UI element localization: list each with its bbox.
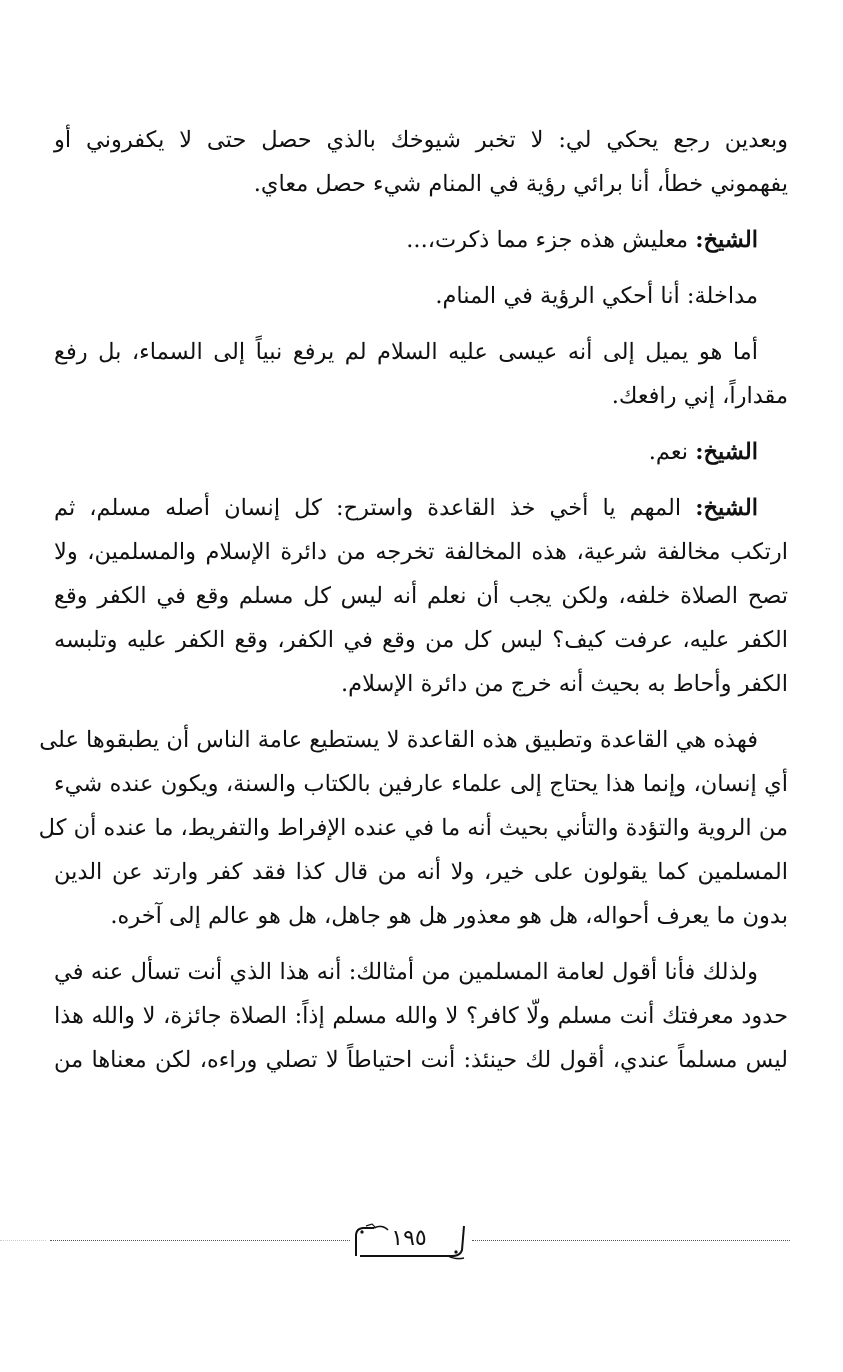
text-line: بدون ما يعرف أحواله، هل هو معذور هل هو جاهل، هل هو عالم إلى آخره. [110, 903, 788, 929]
text-line: فهذه هي القاعدة وتطبيق هذه القاعدة لا يستطيع عامة الناس أن يطبقوها على [39, 727, 758, 753]
paragraph-8 [54, 950, 788, 1082]
paragraph-6 [54, 486, 788, 706]
page-footer [0, 1222, 843, 1272]
speech-text: معليش هذه جزء مما ذكرت،... [406, 227, 696, 253]
footer-rule-right [472, 1240, 790, 1241]
text-line: مداخلة: أنا أحكي الرؤية في المنام. [435, 283, 758, 309]
text-line: الكفر عليه، عرفت كيف؟ ليس كل من وقع في الكفر، وقع الكفر عليه وتلبسه [54, 627, 788, 653]
text-line: مقداراً، إني رافعك. [611, 383, 788, 409]
speaker-label: الشيخ: [695, 495, 758, 521]
text-line: حدود معرفتك أنت مسلم ولّا كافر؟ لا والله مسلم إذاً: الصلاة جائزة، لا والله هذا [54, 1003, 788, 1029]
paragraph-4 [54, 330, 788, 418]
text-line: وبعدين رجع يحكي لي: لا تخبر شيوخك بالذي حصل حتى لا يكفروني أو [54, 127, 788, 153]
speaker-label: الشيخ: [695, 227, 758, 253]
speech-text: المهم يا أخي خذ القاعدة واسترح: كل إنسان أصله مسلم، ثم [54, 495, 696, 521]
speech-text: نعم. [648, 439, 696, 465]
text-line: من الروية والتؤدة والتأني بحيث أنه ما في عنده الإفراط والتفريط، ما عنده أن كل [38, 815, 788, 841]
paragraph-5 [54, 430, 788, 474]
text-line: أما هو يميل إلى أنه عيسى عليه السلام لم يرفع نبياً إلى السماء، بل رفع [54, 339, 758, 365]
speaker-label: الشيخ: [695, 439, 758, 465]
page-number: ١٩٥ [391, 1226, 427, 1251]
footer-rule-left [50, 1240, 350, 1241]
paragraph-2 [54, 218, 788, 262]
text-line: يفهموني خطأ، أنا برائي رؤية في المنام شيء حصل معاي. [253, 171, 788, 197]
page-number-frame [352, 1222, 470, 1258]
text-line [54, 486, 788, 530]
footer-rule-faint [0, 1240, 46, 1241]
text-line: الكفر وأحاط به بحيث أنه خرج من دائرة الإسلام. [340, 671, 788, 697]
paragraph-1 [54, 118, 788, 206]
text-line [54, 430, 788, 474]
text-line: المسلمين كما يقولون على خير، ولا أنه من قال كذا فقد كفر وارتد عن الدين [54, 859, 788, 885]
text-line: ليس مسلماً عندي، أقول لك حينئذ: أنت احتياطاً لا تصلي وراءه، لكن معناها من [54, 1047, 788, 1073]
paragraph-7 [38, 718, 788, 938]
paragraph-3 [54, 274, 788, 318]
page-body [38, 118, 788, 1094]
text-line: ولذلك فأنا أقول لعامة المسلمين من أمثالك: أنه هذا الذي أنت تسأل عنه في [54, 959, 758, 985]
text-line: أي إنسان، وإنما هذا يحتاج إلى علماء عارفين بالكتاب والسنة، ويكون عنده شيء [54, 771, 788, 797]
text-line [54, 218, 788, 262]
text-line: تصح الصلاة خلفه، ولكن يجب أن نعلم أنه ليس كل مسلم وقع في الكفر وقع [54, 583, 788, 609]
text-line: ارتكب مخالفة شرعية، هذه المخالفة تخرجه من دائرة الإسلام والمسلمين، ولا [54, 539, 788, 565]
